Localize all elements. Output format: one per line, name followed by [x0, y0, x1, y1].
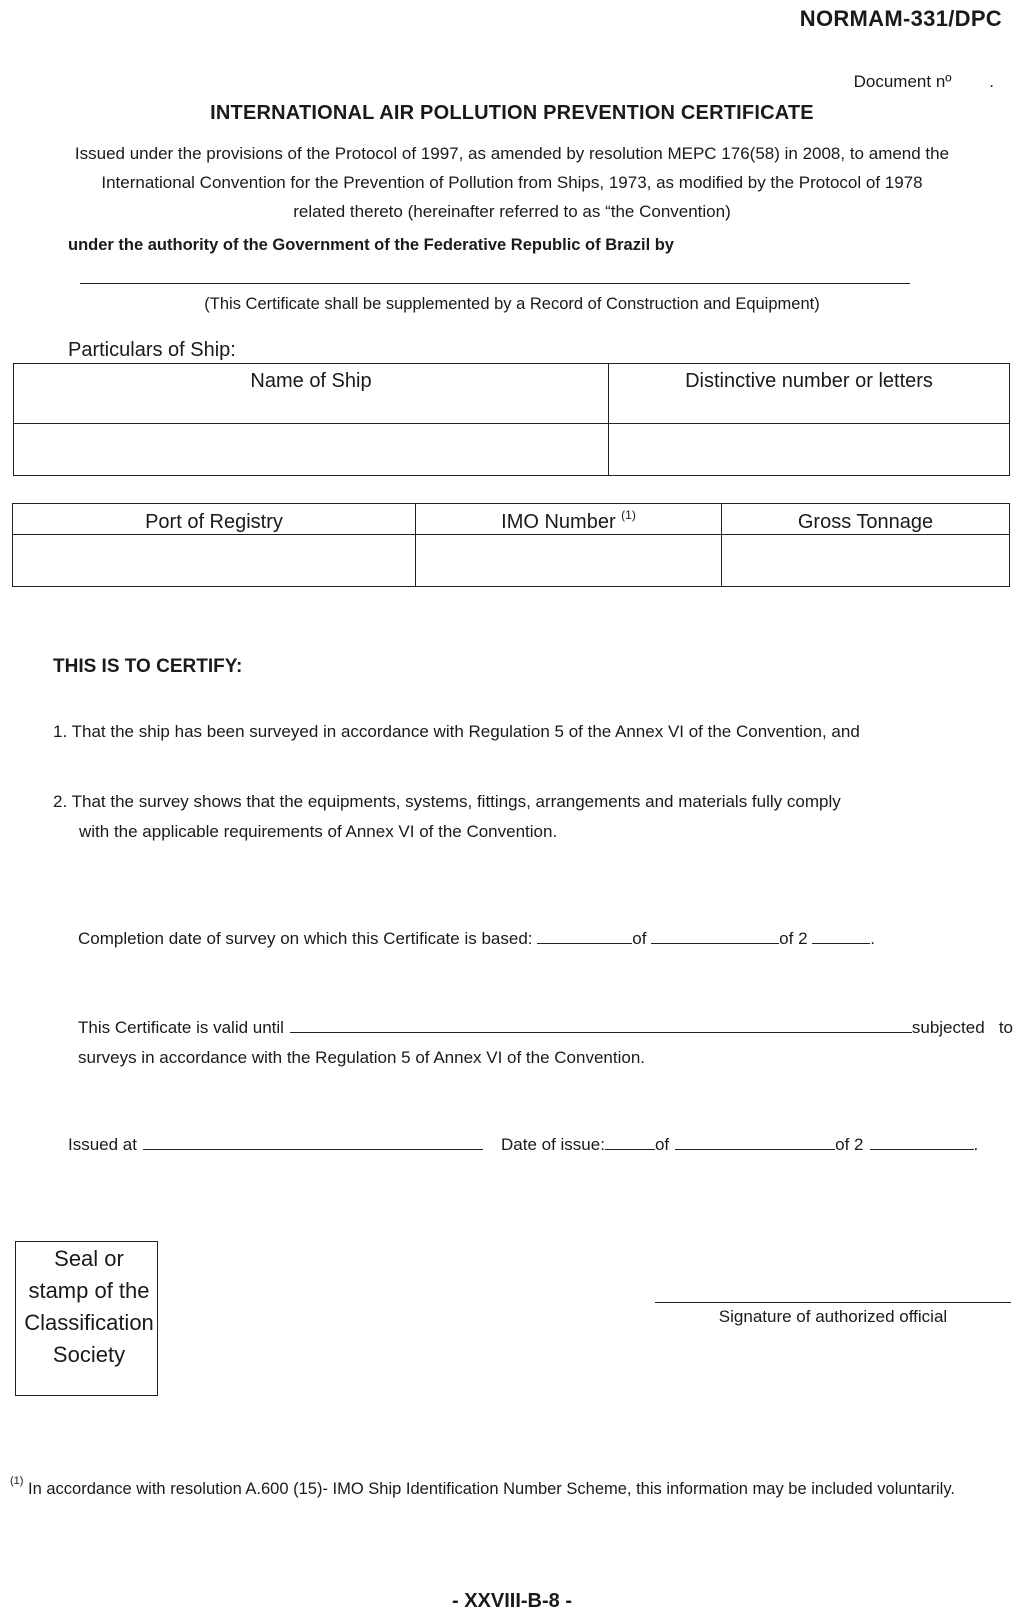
page-number: - XXVIII-B-8 - — [451, 1590, 572, 1612]
issued-at-field[interactable] — [143, 1133, 483, 1150]
certificate-title: INTERNATIONAL AIR POLLUTION PREVENTION CERTIFICATE — [210, 102, 814, 124]
issue-day-field[interactable] — [605, 1133, 655, 1150]
issue-of-1: of — [654, 1135, 670, 1154]
certify-item-2-text-a: That the survey shows that the equipments, systems, fittings, arrangements and materials fully comply — [71, 792, 841, 811]
particulars-label: Particulars of Ship: — [68, 339, 236, 361]
valid-until-field[interactable] — [290, 1016, 912, 1033]
seal-stamp-label — [10, 1243, 168, 1371]
issue-end: . — [973, 1135, 979, 1154]
issue-month-field[interactable] — [675, 1133, 835, 1150]
gross-tonnage-header: Gross Tonnage — [722, 504, 1010, 535]
completion-of-2: of 2 — [779, 929, 808, 948]
valid-until-label: This Certificate is valid until — [78, 1018, 284, 1037]
authority-text: under the authority of the Government of the Federative Republic of Brazil by — [68, 236, 674, 254]
seal-line-4: Society — [52, 1342, 126, 1367]
registry-table — [12, 503, 1010, 587]
certify-heading: THIS IS TO CERTIFY: — [53, 656, 243, 677]
gross-tonnage-field[interactable] — [722, 535, 1010, 587]
issue-row — [68, 1133, 1013, 1155]
distinctive-number-header: Distinctive number or letters — [609, 364, 1010, 424]
completion-month-field[interactable] — [651, 927, 779, 944]
certify-item-2 — [53, 787, 1013, 847]
completion-year-field[interactable] — [812, 927, 870, 944]
signature-label: Signature of authorized official — [718, 1307, 948, 1326]
completion-date-row — [78, 927, 875, 949]
seal-line-2: stamp of the — [28, 1278, 150, 1303]
issued-line-3: related thereto (hereinafter referred to as “the Convention) — [293, 202, 731, 221]
authority-blank-line[interactable] — [80, 283, 910, 284]
subjected-to-text: subjected to — [911, 1018, 1013, 1037]
completion-date-label: Completion date of survey on which this Certificate is based: — [78, 929, 533, 948]
imo-footnote-mark: (1) — [621, 508, 636, 522]
signature-line[interactable] — [655, 1302, 1011, 1303]
name-of-ship-header: Name of Ship — [14, 364, 609, 424]
certify-item-2-number: 2. — [53, 792, 68, 811]
name-of-ship-field[interactable] — [14, 424, 609, 476]
document-number-label: Document nº . — [853, 72, 994, 91]
imo-number-field[interactable] — [416, 535, 722, 587]
footnote-text: In accordance with resolution A.600 (15)- IMO Ship Identification Number Scheme, this information may be included voluntarily. — [23, 1480, 955, 1498]
issued-line-2: International Convention for the Prevention of Pollution from Ships, 1973, as modified by the Protocol of 1978 — [101, 173, 923, 192]
issued-under-text — [0, 139, 1024, 226]
footnote-mark: (1) — [10, 1475, 24, 1487]
seal-line-1: Seal or — [54, 1246, 124, 1271]
issued-at-label: Issued at — [68, 1135, 137, 1154]
date-of-issue-label: Date of issue: — [501, 1135, 605, 1154]
issue-year-field[interactable] — [870, 1133, 974, 1150]
validity-paragraph — [78, 1013, 1013, 1073]
ship-name-table — [13, 363, 1010, 476]
footnote — [10, 1467, 1013, 1503]
port-of-registry-field[interactable] — [13, 535, 416, 587]
issued-line-1: Issued under the provisions of the Protocol of 1997, as amended by resolution MEPC 176(58) in 2008, to amend the — [74, 144, 950, 163]
document-code: NORMAM-331/DPC — [799, 6, 1002, 31]
completion-of-1: of — [632, 929, 647, 948]
distinctive-number-field[interactable] — [609, 424, 1010, 476]
supplement-note: (This Certificate shall be supplemented by a Record of Construction and Equipment) — [204, 295, 820, 313]
issue-of-2: of 2 — [835, 1135, 864, 1154]
certify-item-2-text-b: with the applicable requirements of Annex VI of the Convention. — [79, 822, 558, 841]
imo-number-label: IMO Number — [501, 511, 616, 533]
imo-number-header — [416, 504, 722, 535]
certify-item-1-number: 1. — [53, 722, 68, 741]
completion-day-field[interactable] — [537, 927, 632, 944]
port-of-registry-header: Port of Registry — [13, 504, 416, 535]
validity-line-2: surveys in accordance with the Regulation 5 of Annex VI of the Convention. — [78, 1048, 646, 1067]
certify-item-1-text: That the ship has been surveyed in accordance with Regulation 5 of the Annex VI of the Convention, and — [71, 722, 860, 741]
completion-end: . — [870, 929, 875, 948]
certify-item-1 — [53, 717, 1013, 747]
seal-line-3: Classification — [24, 1310, 154, 1335]
